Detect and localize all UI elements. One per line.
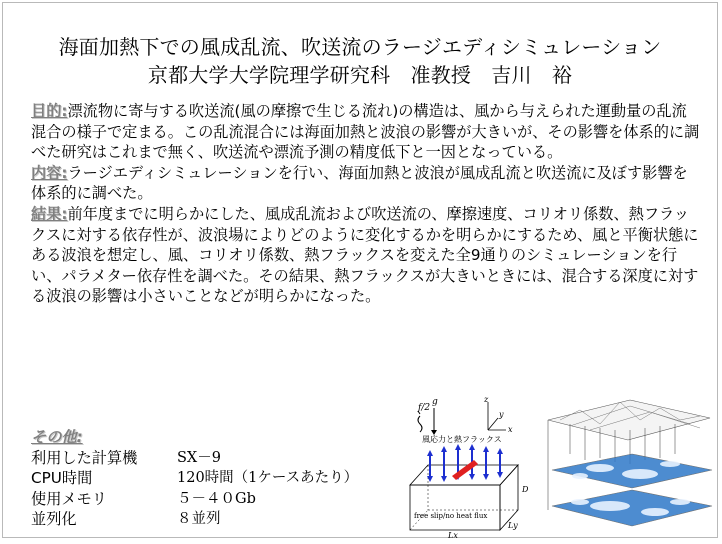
slide <box>2 2 718 538</box>
wind-stress-arrow <box>452 460 478 480</box>
box-front <box>410 485 500 530</box>
purpose-heading: 目的: <box>31 102 68 120</box>
coriolis-label: f/2 <box>418 403 431 413</box>
simulation-slices <box>548 400 712 526</box>
spec-value: SX－9 <box>177 449 221 466</box>
purpose-paragraph <box>31 101 701 163</box>
simulation-figure <box>400 380 720 538</box>
title-line-2: 京都大学大学院理学研究科 准教授 吉川 裕 <box>147 63 573 87</box>
z-axis-label: z <box>484 395 489 404</box>
content-text: ラージエディシミュレーションを行い、海面加熱と波浪が風成乱流と吹送流に及ぼす影響を体系的に調べた。 <box>31 163 688 203</box>
rotation-icon <box>418 411 422 432</box>
spec-value: 120時間（1ケースあたり） <box>177 470 359 486</box>
spec-label: 利用した計算機 <box>31 448 138 467</box>
spec-label: 使用メモリ <box>31 489 107 508</box>
slide-body <box>31 101 701 307</box>
slide-title <box>3 33 717 89</box>
wave-surface <box>548 400 710 440</box>
result-heading: 結果: <box>31 204 68 223</box>
content-heading: 内容: <box>31 163 68 182</box>
purpose-text: 漂流物に寄与する吹送流(風の摩擦で生じる流れ)の構造は、風から与えられた運動量の乱流混合の様子で定まる。この乱流混合には海面加熱と波浪の影響が大きいが、その影響を体系的に調べた研究はこれまで無く、吹送流や漂流予測の精度低下と一因となっている。 <box>31 102 700 162</box>
other-section <box>31 427 358 530</box>
result-text: 前年度までに明らかにした、風成乱流および吹送流の、摩擦速度、コリオリ係数、熱フラックスに対する依存性が、波浪場によりどのように変化するかを明らかにするため、風と平衡状態にある波浪を想定し、風、コリオリ係数、熱フラックスを変えた全9通りのシミュレーションを行い、パラメター依存性を調べた。その結果、熱フラックスが大きいときには、混合する深度に対する波浪の影響は小さいことなどが明らかになった。 <box>31 204 699 306</box>
lx-label: Lx <box>448 531 458 538</box>
bottom-slice <box>552 490 712 526</box>
bottom-boundary-label: free slip/no heat flux <box>414 512 488 520</box>
spec-table <box>31 448 358 530</box>
spec-value: ５－４０Gb <box>177 490 256 507</box>
spec-label: 並列化 <box>31 510 77 528</box>
heat-flux-arrowheads <box>427 444 503 482</box>
ly-label: Ly <box>508 521 518 530</box>
domain-schematic <box>410 395 529 538</box>
gravity-label: g <box>432 397 438 407</box>
flux-label: 風応力と熱フラックス <box>422 435 502 444</box>
x-axis-label: x <box>508 425 513 434</box>
spec-value: ８並列 <box>177 511 221 527</box>
y-axis-label: y <box>499 410 504 419</box>
other-heading: その他: <box>31 428 83 446</box>
depth-label: D <box>522 485 529 494</box>
spec-label: CPU時間 <box>31 469 93 487</box>
result-paragraph <box>31 204 701 307</box>
title-line-1: 海面加熱下での風成乱流、吹送流のラージエディシミュレーション <box>58 35 662 59</box>
y-axis <box>488 418 498 430</box>
content-paragraph <box>31 163 701 204</box>
heat-flux-arrows <box>430 450 500 478</box>
